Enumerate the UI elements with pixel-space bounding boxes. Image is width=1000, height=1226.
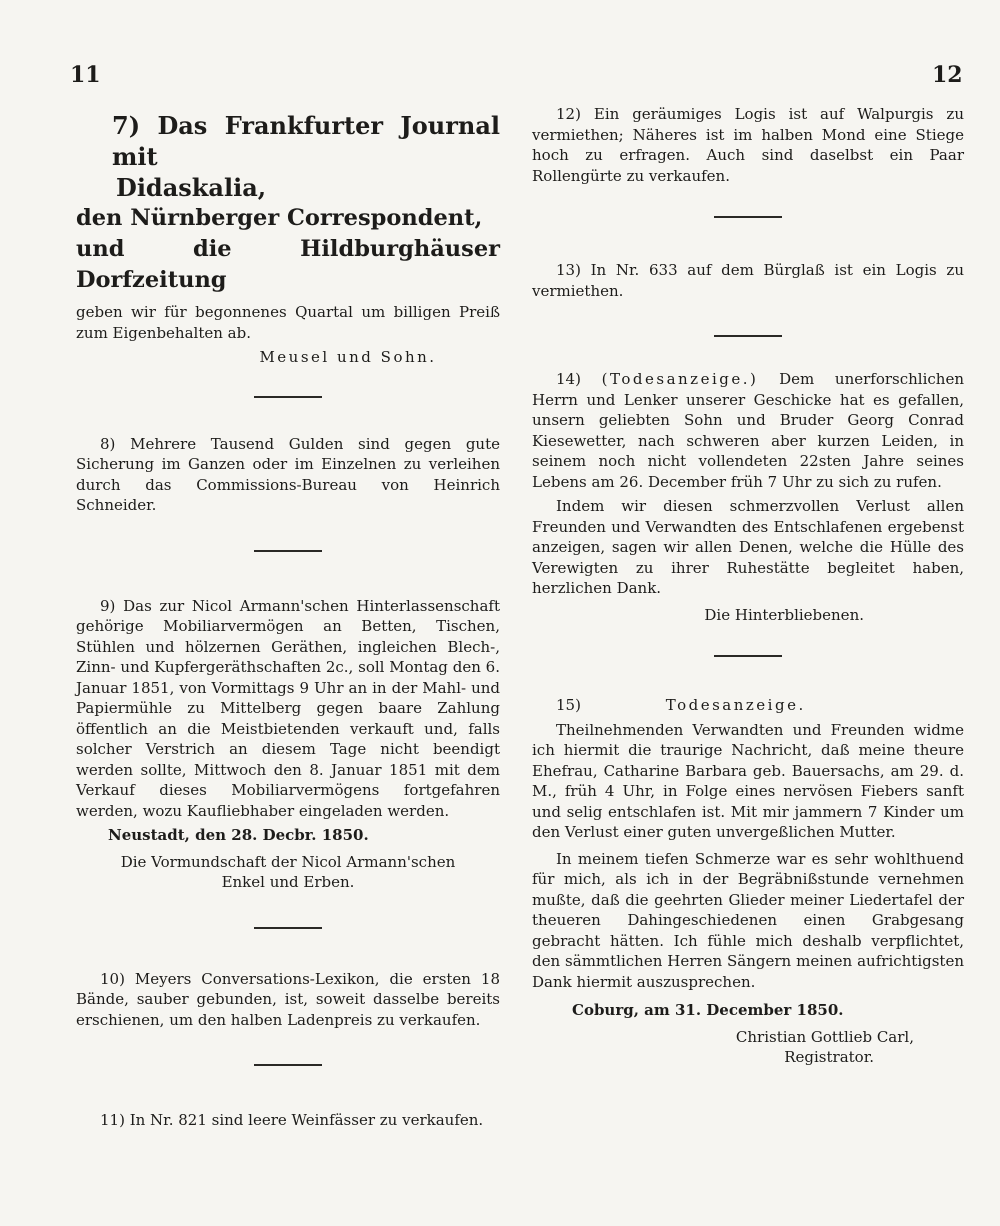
announcement-13 <box>532 260 964 301</box>
ann9-text: 9) Das zur Nicol Armann'schen Hinterlassenschaft gehörige Mobiliarvermögen an Betten, Tischen, Stühlen und hölzernen Geräthen, ingleichen Blech-, Zinn- und Kupfergeräthschaften 2c., soll Montag den 6. Januar 1851, von Vormittags 9 Uhr an in der Mahl- und Papiermühle zu Mittelberg gegen baare Zahlung öffentlich an die Meistbietenden verkauft und, falls solcher Verstrich an diesem Tage nicht beendigt werden sollte, Mittwoch den 8. Januar 1851 mit dem Verkauf dieses Mobiliarvermögens fortgefahren werden, wozu Kaufliebhaber eingeladen werden. <box>76 596 500 820</box>
ann15-place-date: Coburg, am 31. December 1850. <box>572 1001 844 1019</box>
announcement-9 <box>76 596 500 893</box>
ann14-heading: (Todesanzeige.) <box>601 370 759 388</box>
ann14-text2: Indem wir diesen schmerzvollen Verlust allen Freunden und Verwandten des Entschlafenen ergebenst anzeigen, sagen wir allen Denen, welche die Hülle des Verewigten zu ihrer Ruhestätte begleitet haben, herzlichen Dank. <box>532 497 964 597</box>
announcement-11 <box>76 1110 500 1131</box>
ann8-text: 8) Mehrere Tausend Gulden sind gegen gute Sicherung im Ganzen oder im Einzelnen zu verleihen durch das Commissions-Bureau von Heinrich Schneider. <box>76 434 500 514</box>
ann14-text: Dem unerforschlichen Herrn und Lenker unserer Geschicke hat es gefallen, unsern geliebten Sohn und Bruder Georg Conrad Kiesewetter, nach schweren aber kurzen Leiden, in seinem noch nicht vollendeten 22sten Jahre seines Lebens am 26. December früh 7 Uhr zu sich zu rufen. <box>532 370 964 491</box>
ann7-title-line-2: Didaskalia, <box>116 173 267 202</box>
announcement-8 <box>76 434 500 516</box>
divider <box>714 216 782 218</box>
announcement-14 <box>532 369 964 625</box>
ann10-text: 10) Meyers Conversations-Lexikon, die ersten 18 Bände, sauber gebunden, ist, soweit dasselbe bereits erschienen, um den halben Ladenpreis zu verkaufen. <box>76 969 500 1029</box>
divider <box>714 335 782 337</box>
ann14-number: 14) <box>556 370 581 388</box>
divider <box>254 550 322 552</box>
ann7-title-line-1: 7) Das Frankfurter Journal mit <box>112 111 500 171</box>
ann7-signature: Meusel und Sohn. <box>259 348 437 366</box>
page-number-right: 12 <box>932 62 963 88</box>
ann15-text2: In meinem tiefen Schmerze war es sehr wohlthuend für mich, als ich in der Begräbnißstunde vernehmen mußte, daß die geehrten Glieder meiner Liedertafel der theueren Dahingeschiedenen einen Grabgesang gebracht hätten. Ich fühle mich deshalb verpflichtet, den sämmtlichen Herren Sängern meinen aufrichtigsten Dank hiermit auszusprechen. <box>532 849 964 991</box>
announcement-7 <box>76 110 500 368</box>
ann15-signature-title: Registrator. <box>784 1048 874 1066</box>
page-number-left: 11 <box>70 62 101 88</box>
divider <box>714 655 782 657</box>
ann9-place-date: Neustadt, den 28. Decbr. 1850. <box>108 826 369 844</box>
ann15-number: 15) <box>556 696 581 714</box>
ann15-signature-name: Christian Gottlieb Carl, <box>735 1027 914 1046</box>
ann12-text: 12) Ein geräumiges Logis ist auf Walpurgis zu vermiethen; Näheres ist im halben Mond eine Stiege hoch zu erfragen. Auch sind daselbst ein Paar Rollengürte zu verkaufen. <box>532 105 964 185</box>
announcement-12 <box>532 104 964 186</box>
right-column <box>532 100 964 1068</box>
ann13-text: 13) In Nr. 633 auf dem Bürglaß ist ein Logis zu vermiethen. <box>532 261 964 300</box>
ann7-title-line-3: den Nürnberger Correspondent, <box>76 205 483 231</box>
ann11-text: 11) In Nr. 821 sind leere Weinfässer zu verkaufen. <box>100 1111 484 1129</box>
divider <box>254 1064 322 1066</box>
ann9-signature: Die Vormundschaft der Nicol Armann'schen Enkel und Erben. <box>120 852 456 891</box>
divider <box>254 927 322 929</box>
left-column <box>76 100 500 1131</box>
ann7-text: geben wir für begonnenes Quartal um billigen Preiß zum Eigenbehalten ab. <box>76 303 500 342</box>
ann15-text: Theilnehmenden Verwandten und Freunden widme ich hiermit die traurige Nachricht, daß meine theure Ehefrau, Catharine Barbara geb. Bauersachs, am 29. d. M., früh 4 Uhr, in Folge eines nervösen Fiebers sanft und selig entschlafen ist. Mit mir jammern 7 Kinder um den Verlust einer guten unvergeßlichen Mutter. <box>532 720 964 841</box>
ann15-heading: Todesanzeige. <box>665 696 806 714</box>
divider <box>254 396 322 398</box>
ann7-title-line-4: und die Hildburghäuser Dorfzeitung <box>76 236 500 293</box>
announcement-15 <box>532 695 964 1068</box>
ann14-signature: Die Hinterbliebenen. <box>704 605 864 624</box>
announcement-10 <box>76 969 500 1031</box>
